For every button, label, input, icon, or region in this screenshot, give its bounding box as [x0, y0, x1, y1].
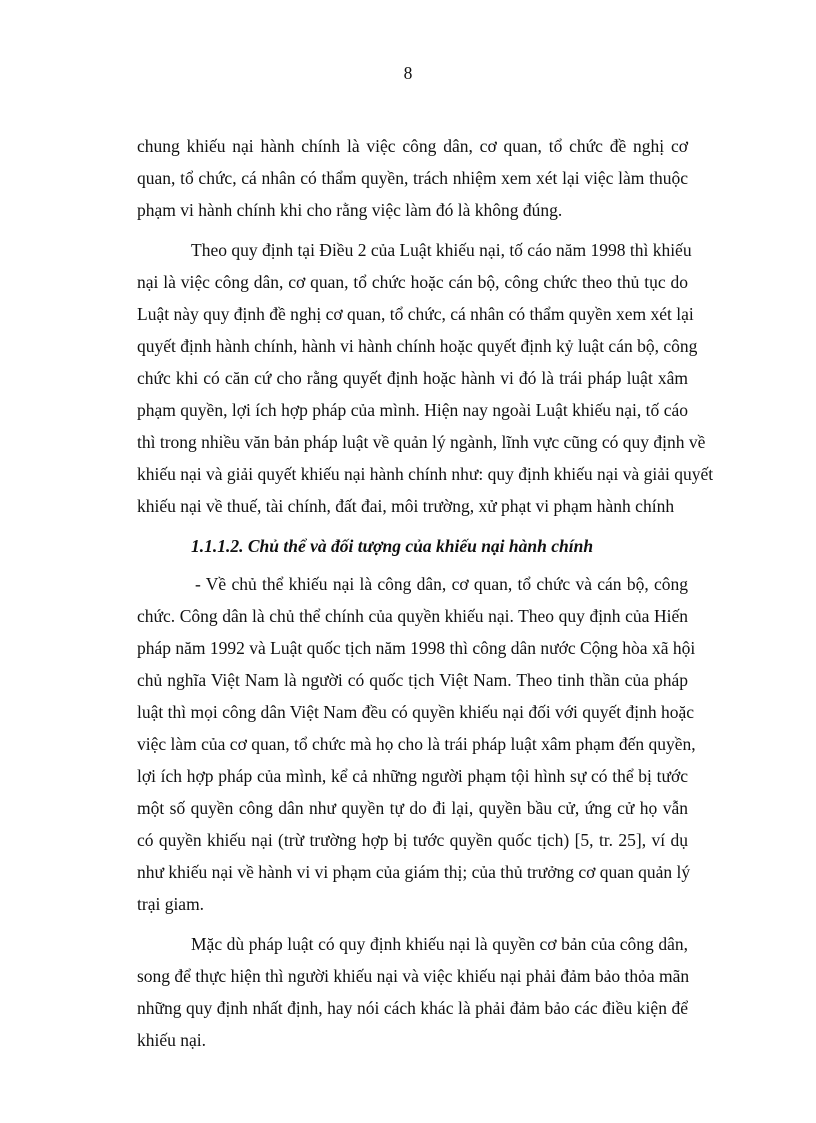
text-line: quyết định hành chính, hành vi hành chính hoặc quyết định kỷ luật cán bộ, công — [137, 336, 698, 356]
text-line: Luật này quy định đề nghị cơ quan, tổ chức, cá nhân có thẩm quyền xem xét lại — [137, 304, 694, 324]
document-body — [137, 130, 714, 1056]
paragraph — [137, 130, 688, 226]
text-line: chung khiếu nại hành chính là việc công dân, cơ quan, tổ chức đề nghị cơ — [137, 136, 688, 156]
text-line: khiếu nại về thuế, tài chính, đất đai, môi trường, xử phạt vi phạm hành chính — [137, 496, 675, 516]
text-line: Theo quy định tại Điều 2 của Luật khiếu nại, tố cáo năm 1998 thì khiếu — [191, 240, 692, 260]
text-line: Mặc dù pháp luật có quy định khiếu nại là quyền cơ bản của công dân, — [191, 934, 688, 954]
text-line: lợi ích hợp pháp của mình, kể cả những người phạm tội hình sự có thể bị tước — [137, 766, 688, 786]
text-line: khiếu nại và giải quyết khiếu nại hành chính như: quy định khiếu nại và giải quyết — [137, 464, 714, 484]
text-line: thì trong nhiều văn bản pháp luật về quản lý ngành, lĩnh vực cũng có quy định về — [137, 432, 706, 452]
text-line: việc làm của cơ quan, tổ chức mà họ cho là trái pháp luật xâm phạm đến quyền, — [137, 734, 696, 754]
text-line: luật thì mọi công dân Việt Nam đều có quyền khiếu nại đối với quyết định hoặc — [137, 702, 695, 722]
text-line: quan, tổ chức, cá nhân có thẩm quyền, trách nhiệm xem xét lại việc làm thuộc — [137, 168, 688, 188]
paragraph — [137, 234, 714, 522]
text-line: chức. Công dân là chủ thể chính của quyền khiếu nại. Theo quy định của Hiến — [137, 606, 688, 626]
text-line: pháp năm 1992 và Luật quốc tịch năm 1998 thì công dân nước Cộng hòa xã hội — [137, 638, 696, 658]
page-number: 8 — [403, 63, 413, 83]
text-line: những quy định nhất định, hay nói cách khác là phải đảm bảo các điều kiện để — [137, 998, 688, 1018]
text-line: trại giam. — [137, 894, 205, 914]
text-line: nại là việc công dân, cơ quan, tổ chức hoặc cán bộ, công chức theo thủ tục do — [137, 272, 688, 292]
text-line: như khiếu nại về hành vi vi phạm của giám thị; của thủ trưởng cơ quan quản lý — [137, 862, 691, 882]
section-heading — [137, 530, 688, 562]
paragraph — [137, 928, 688, 1056]
text-line: phạm quyền, lợi ích hợp pháp của mình. Hiện nay ngoài Luật khiếu nại, tố cáo — [137, 400, 688, 420]
text-line: chức khi có căn cứ cho rằng quyết định hoặc hành vi đó là trái pháp luật xâm — [137, 368, 688, 388]
paragraph — [137, 568, 696, 920]
text-line: phạm vi hành chính khi cho rằng việc làm đó là không đúng. — [137, 200, 563, 220]
text-line: khiếu nại. — [137, 1030, 207, 1050]
text-line: chủ nghĩa Việt Nam là người có quốc tịch Việt Nam. Theo tinh thần của pháp — [137, 670, 688, 690]
heading-text: 1.1.1.2. Chủ thể và đối tượng của khiếu nại hành chính — [191, 536, 594, 556]
text-line: một số quyền công dân như quyền tự do đi lại, quyền bầu cử, ứng cử họ vẫn — [137, 798, 688, 818]
text-line: - Về chủ thể khiếu nại là công dân, cơ quan, tổ chức và cán bộ, công — [195, 574, 688, 594]
text-line: song để thực hiện thì người khiếu nại và việc khiếu nại phải đảm bảo thỏa mãn — [137, 966, 690, 986]
text-line: có quyền khiếu nại (trừ trường hợp bị tước quyền quốc tịch) [5, tr. 25], ví dụ — [137, 830, 688, 850]
